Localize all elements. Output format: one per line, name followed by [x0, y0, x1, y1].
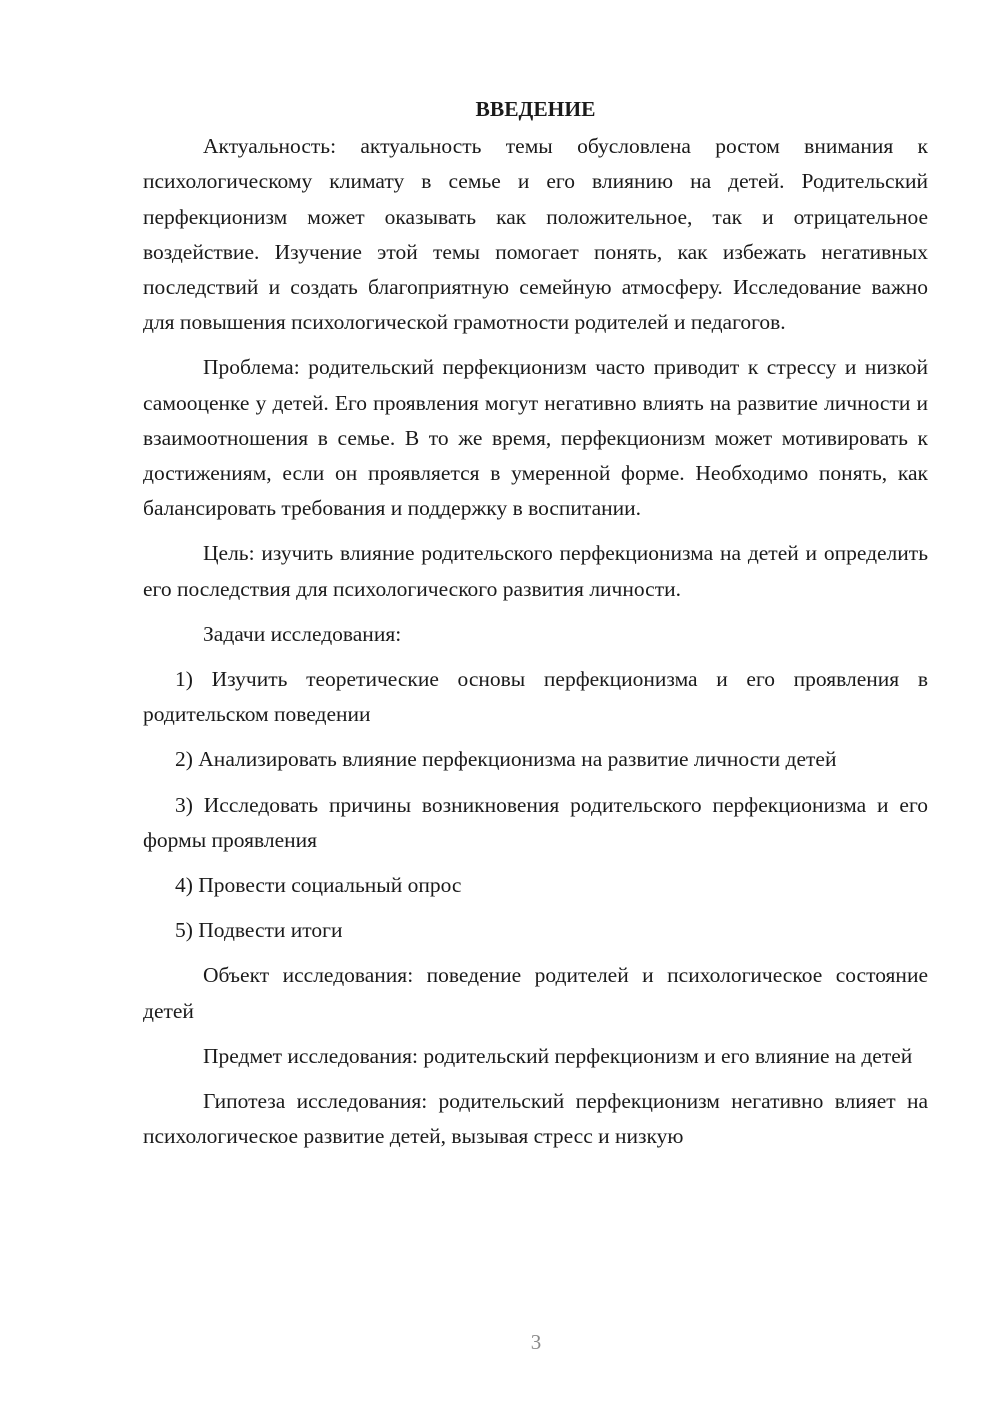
task-item-1: 1) Изучить теоретические основы перфекционизма и его проявления в родительском поведении: [143, 667, 928, 727]
paragraph-problem: Проблема: родительский перфекционизм часто приводит к стрессу и низкой самооценке у детей. Его проявления могут негативно влиять на развитие личности и взаимоотношения в семье. В то же время, перфекционизм может мотивировать к достижениям, если он проявляется в умеренной форме. Необходимо понять, как балансировать требования и поддержку в воспитании.: [143, 355, 928, 521]
document-page: [143, 92, 928, 1164]
tasks-heading: Задачи исследования:: [203, 621, 402, 646]
paragraph-subject: Предмет исследования: родительский перфекционизм и его влияние на детей: [203, 1043, 913, 1068]
task-item-2: 2) Анализировать влияние перфекционизма на развитие личности детей: [175, 747, 837, 772]
task-item-4: 4) Провести социальный опрос: [175, 873, 462, 898]
task-item-5: 5) Подвести итоги: [175, 918, 343, 943]
page-number: 3: [530, 1330, 542, 1354]
task-item-3: 3) Исследовать причины возникновения родительского перфекционизма и его формы проявления: [143, 792, 928, 852]
paragraph-object: Объект исследования: поведение родителей и психологическое состояние детей: [143, 963, 928, 1023]
paragraph-goal: Цель: изучить влияние родительского перфекционизма на детей и определить его последствия для психологического развития личности.: [143, 541, 928, 601]
paragraph-relevance: Актуальность: актуальность темы обусловлена ростом внимания к психологическому климату в семье и его влиянию на детей. Родительский перфекционизм может оказывать как положительное, так и отрицательное воздействие. Изучение этой темы помогает понять, как избежать негативных последствий и создать благоприятную семейную атмосферу. Исследование важно для повышения психологической грамотности родителей и педагогов.: [143, 134, 928, 335]
paragraph-hypothesis: Гипотеза исследования: родительский перфекционизм негативно влияет на психологическое развитие детей, вызывая стресс и низкую: [143, 1089, 928, 1149]
document-title: ВВЕДЕНИЕ: [475, 97, 596, 121]
